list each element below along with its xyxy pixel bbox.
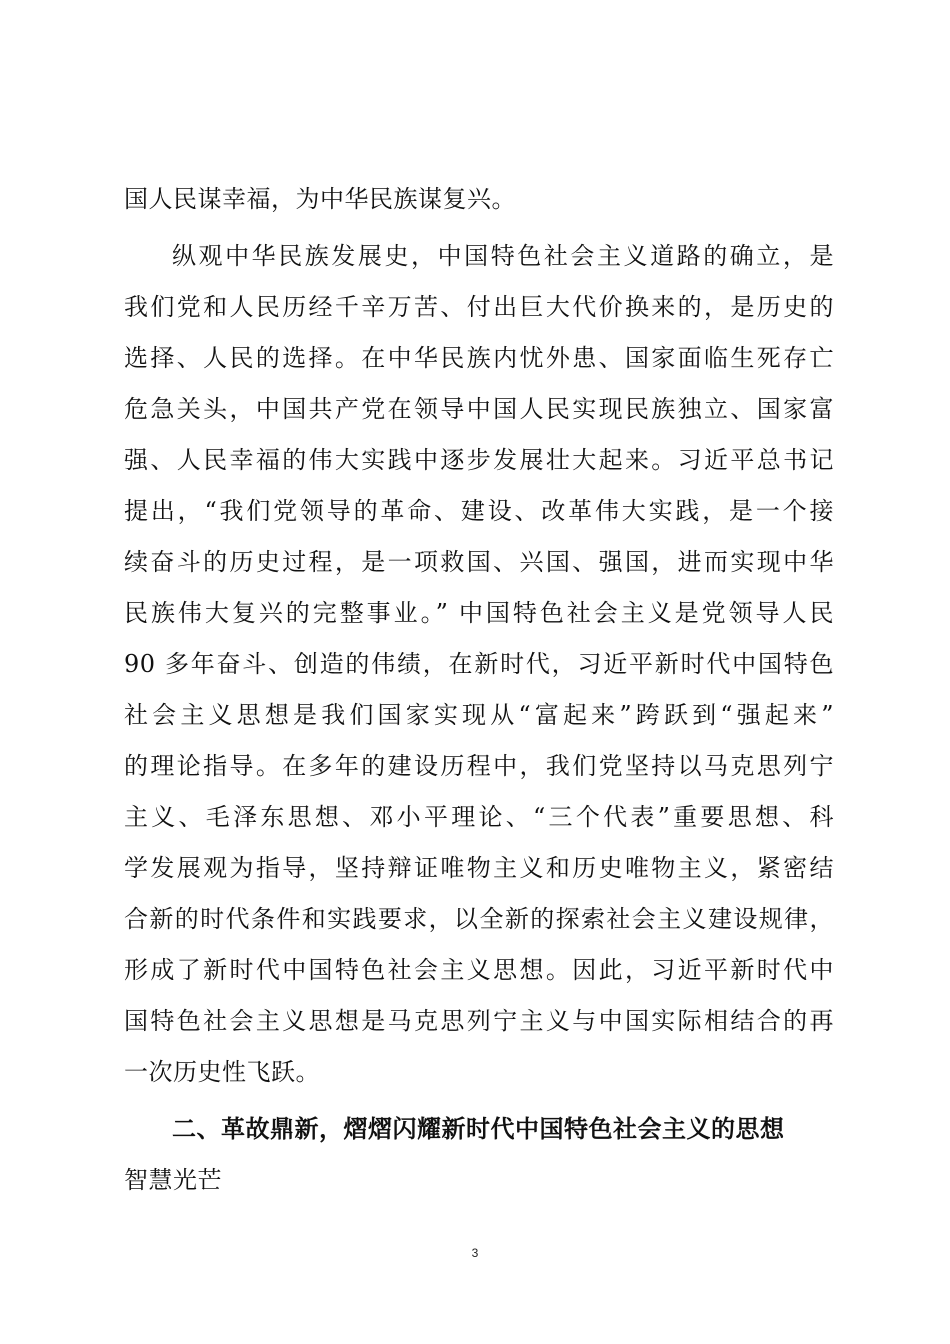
paragraph-line: 国特色社会主义思想是马克思列宁主义与中国实际相结合的再	[124, 1007, 834, 1035]
paragraph-line: 一次历史性飞跃。	[124, 1058, 320, 1086]
page-number: 3	[471, 1246, 479, 1260]
paragraph-line: 合新的时代条件和实践要求，以全新的探索社会主义建设规律，	[124, 905, 834, 933]
paragraph-line: 续奋斗的历史过程，是一项救国、兴国、强国，进而实现中华	[124, 548, 834, 576]
paragraph-line: 强、人民幸福的伟大实践中逐步发展壮大起来。习近平总书记	[124, 446, 834, 474]
paragraph-line: 国人民谋幸福，为中华民族谋复兴。	[124, 185, 516, 213]
paragraph-line: 主义、毛泽东思想、邓小平理论、“三个代表”重要思想、科	[124, 803, 834, 831]
section-heading-continuation: 智慧光芒	[124, 1166, 222, 1194]
paragraph-line: 学发展观为指导，坚持辩证唯物主义和历史唯物主义，紧密结	[124, 854, 834, 882]
paragraph-line: 的理论指导。在多年的建设历程中，我们党坚持以马克思列宁	[124, 752, 834, 780]
section-heading: 二、革故鼎新，熠熠闪耀新时代中国特色社会主义的思想	[172, 1115, 785, 1143]
paragraph-line: 选择、人民的选择。在中华民族内忧外患、国家面临生死存亡	[124, 344, 834, 372]
paragraph-line: 提出，“我们党领导的革命、建设、改革伟大实践，是一个接	[124, 497, 834, 525]
paragraph-line: 90 多年奋斗、创造的伟绩，在新时代，习近平新时代中国特色	[124, 650, 834, 678]
paragraph-line: 民族伟大复兴的完整事业。” 中国特色社会主义是党领导人民	[124, 599, 834, 627]
paragraph-line: 社会主义思想是我们国家实现从“富起来”跨跃到“强起来”	[124, 701, 834, 729]
paragraph-line: 我们党和人民历经千辛万苦、付出巨大代价换来的，是历史的	[124, 293, 834, 321]
paragraph-line: 形成了新时代中国特色社会主义思想。因此，习近平新时代中	[124, 956, 834, 984]
paragraph-line: 纵观中华民族发展史，中国特色社会主义道路的确立，是	[172, 242, 834, 270]
paragraph-line: 危急关头，中国共产党在领导中国人民实现民族独立、国家富	[124, 395, 834, 423]
